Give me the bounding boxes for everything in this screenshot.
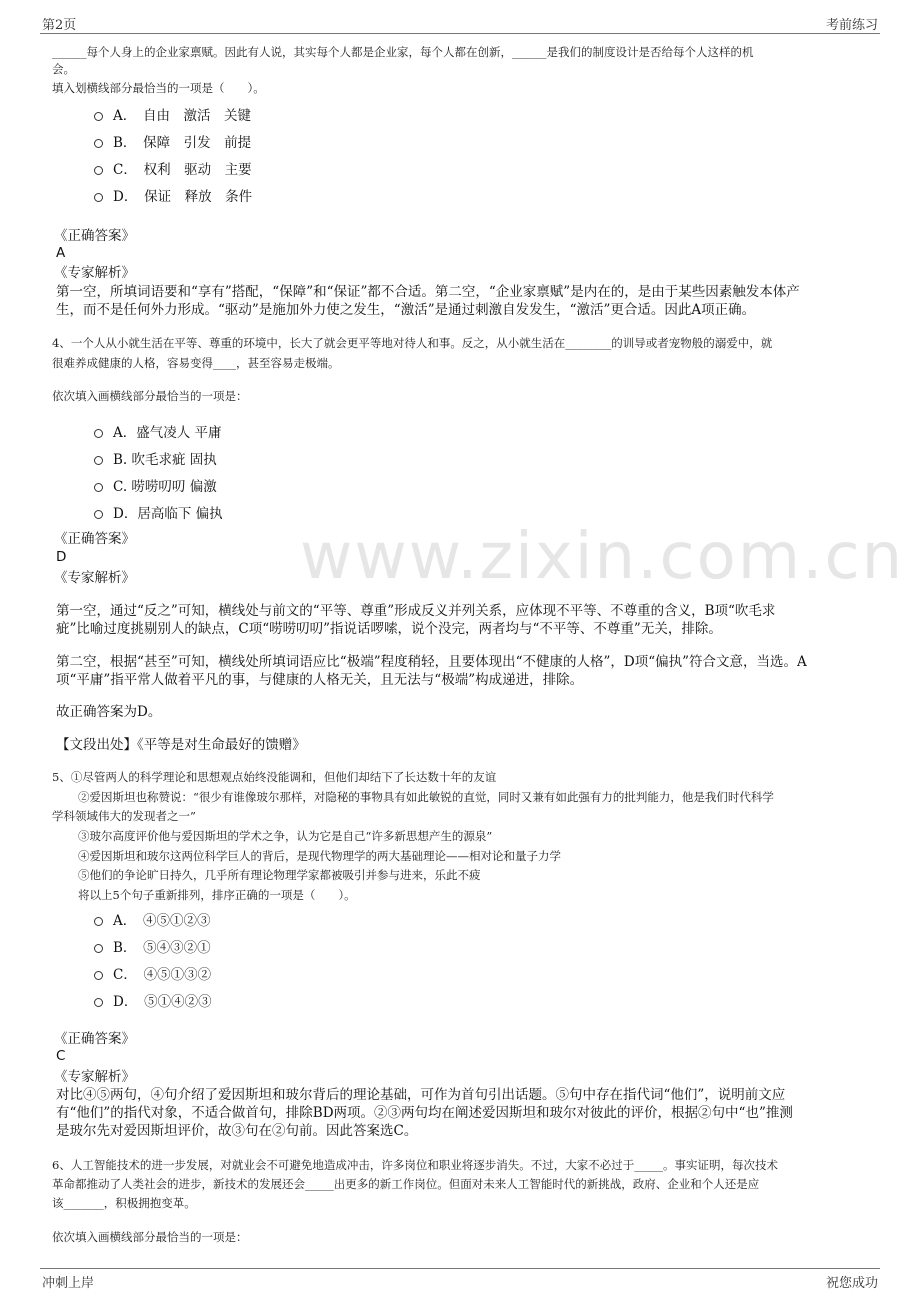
- q3-analysis-line1: 第一空，所填词语要和“享有”搭配，“保障”和“保证”都不合适。第二空，“企业家禀赋”是内在的，是由于某些因素触发本体产: [56, 284, 800, 300]
- radio-icon[interactable]: [94, 193, 103, 202]
- q3-option-d[interactable]: D． 保证 释放 条件: [94, 185, 252, 205]
- q3-option-a[interactable]: A． 自由 激活 关键: [94, 104, 251, 124]
- radio-icon[interactable]: [94, 429, 103, 438]
- q3-stem-line2: 会。: [52, 62, 75, 76]
- q4-conclusion: 故正确答案为D。: [56, 704, 162, 720]
- q4-para1-line1: 第一空，通过“反之”可知，横线处与前文的“平等、尊重”形成反义并列关系，应体现不平等、不尊重的含义，B项“吹毛求: [56, 603, 776, 619]
- q4-prompt: 依次填入画横线部分最恰当的一项是：: [52, 389, 248, 403]
- q5-analysis-title: 《专家解析》: [54, 1069, 135, 1085]
- q5-answer-title: 《正确答案》: [54, 1031, 135, 1047]
- q6-stem-line1: 6、人工智能技术的进一步发展，对就业会不可避免地造成冲击，许多岗位和职业将逐步消失。不过，大家不必过于_____。事实证明，每次技术: [52, 1158, 779, 1172]
- radio-icon[interactable]: [94, 510, 103, 519]
- radio-icon[interactable]: [94, 112, 103, 121]
- q6-stem-line2: 革命都推动了人类社会的进步，新技术的发展还会_____出更多的新工作岗位。但面对未来人工智能时代的新挑战，政府、企业和个人还是应: [52, 1177, 760, 1191]
- q4-stem-line2: 很难养成健康的人格，容易变得____，甚至容易走极端。: [52, 356, 340, 370]
- footer-rule: [40, 1268, 880, 1269]
- q3-prompt: 填入划横线部分最恰当的一项是（ ）。: [52, 81, 265, 95]
- radio-icon[interactable]: [94, 139, 103, 148]
- q5-sentence-2-line1: ②爱因斯坦也称赞说：“很少有谁像玻尔那样，对隐秘的事物具有如此敏锐的直觉，同时又兼有如此强有力的批判能力，他是我们时代科学: [78, 790, 774, 804]
- q5-sentence-4: ④爱因斯坦和玻尔这两位科学巨人的背后，是现代物理学的两大基础理论——相对论和量子力学: [78, 849, 561, 863]
- q5-option-c[interactable]: C． ④⑤①③②: [94, 963, 211, 983]
- q5-sentence-1: 5、①尽管两人的科学理论和思想观点始终没能调和，但他们却结下了长达数十年的友谊: [52, 770, 497, 784]
- q4-para2-line1: 第二空，根据“甚至”可知，横线处所填词语应比“极端”程度稍轻，且要体现出“不健康的人格”，D项“偏执”符合文意，当选。A: [56, 654, 807, 670]
- q3-answer: A: [56, 245, 66, 261]
- radio-icon[interactable]: [94, 483, 103, 492]
- q4-source: 【文段出处】《平等是对生命最好的馈赠》: [56, 737, 306, 753]
- radio-icon[interactable]: [94, 998, 103, 1007]
- footer-left: 冲刺上岸: [42, 1276, 95, 1291]
- radio-icon[interactable]: [94, 944, 103, 953]
- q4-para2-line2: 项“平庸”指平常人做着平凡的事，与健康的人格无关，且无法与“极端”构成递进，排除。: [56, 672, 584, 688]
- q4-para1-line2: 疵”比喻过度挑剔别人的缺点，C项“唠唠叨叨”指说话啰嗦，说个没完，两者均与“不平等、不尊重”无关，排除。: [56, 621, 722, 637]
- q3-analysis-line2: 生，而不是任何外力形成。“驱动”是施加外力使之发生，“激活”是通过刺激自发发生，“激活”更合适。因此A项正确。: [56, 302, 756, 318]
- q5-sentence-2-line2: 学科领域伟大的发现者之一”: [52, 809, 196, 823]
- q5-analysis-line3: 是玻尔先对爱因斯坦评价，故③句在②句前。因此答案选C。: [56, 1123, 418, 1139]
- q3-analysis-title: 《专家解析》: [54, 265, 135, 281]
- radio-icon[interactable]: [94, 971, 103, 980]
- q4-answer: D: [56, 549, 67, 565]
- header-title: 考前练习: [825, 18, 878, 33]
- q4-option-c[interactable]: C. 唠唠叨叨 偏激: [94, 475, 217, 495]
- q5-answer: C: [56, 1048, 66, 1064]
- q5-prompt: 将以上5个句子重新排列，排序正确的一项是（ ）。: [78, 888, 356, 902]
- q5-analysis-line1: 对比④⑤两句，④句介绍了爱因斯坦和玻尔背后的理论基础，可作为首句引出话题。⑤句中存在指代词“他们”，说明前文应: [56, 1087, 786, 1103]
- q4-option-a[interactable]: A．盛气凌人 平庸: [94, 421, 222, 441]
- q5-option-a[interactable]: A． ④⑤①②③: [94, 909, 211, 929]
- radio-icon[interactable]: [94, 456, 103, 465]
- q3-option-b[interactable]: B． 保障 引发 前提: [94, 131, 251, 151]
- q6-stem-line3: 该_______，积极拥抱变革。: [52, 1196, 196, 1210]
- q3-stem-line1: ______每个人身上的企业家禀赋。因此有人说，其实每个人都是企业家，每个人都在创新，______是我们的制度设计是否给每个人这样的机: [52, 45, 754, 59]
- footer-right: 祝您成功: [825, 1276, 878, 1291]
- radio-icon[interactable]: [94, 166, 103, 175]
- q4-option-b[interactable]: B. 吹毛求疵 固执: [94, 448, 217, 468]
- q5-sentence-3: ③玻尔高度评价他与爱因斯坦的学术之争，认为它是自己“许多新思想产生的源泉”: [78, 829, 493, 843]
- page-number: 第2页: [42, 18, 77, 33]
- watermark: www.zixin.com.cn: [300, 520, 905, 594]
- q5-analysis-line2: 有“他们”的指代对象，不适合做首句，排除BD两项。②③两句均在阐述爱因斯坦和玻尔对彼此的评价，根据②句中“也”推测: [56, 1105, 793, 1121]
- q4-answer-title: 《正确答案》: [54, 531, 135, 547]
- q5-sentence-5: ⑤他们的争论旷日持久，几乎所有理论物理学家都被吸引并参与进来，乐此不疲: [78, 868, 481, 882]
- q5-option-b[interactable]: B． ⑤④③②①: [94, 936, 211, 956]
- q5-option-d[interactable]: D． ⑤①④②③: [94, 990, 212, 1010]
- q3-answer-title: 《正确答案》: [54, 228, 135, 244]
- radio-icon[interactable]: [94, 917, 103, 926]
- q3-option-c[interactable]: C． 权利 驱动 主要: [94, 158, 252, 178]
- header-rule: [40, 33, 880, 34]
- q4-analysis-title: 《专家解析》: [54, 570, 135, 586]
- q4-stem-line1: 4、一个人从小就生活在平等、尊重的环境中，长大了就会更平等地对待人和事。反之，从小就生活在________的训导或者宠物般的溺爱中，就: [52, 336, 773, 350]
- q4-option-d[interactable]: D．居高临下 偏执: [94, 502, 223, 522]
- q6-prompt: 依次填入画横线部分最恰当的一项是：: [52, 1230, 248, 1244]
